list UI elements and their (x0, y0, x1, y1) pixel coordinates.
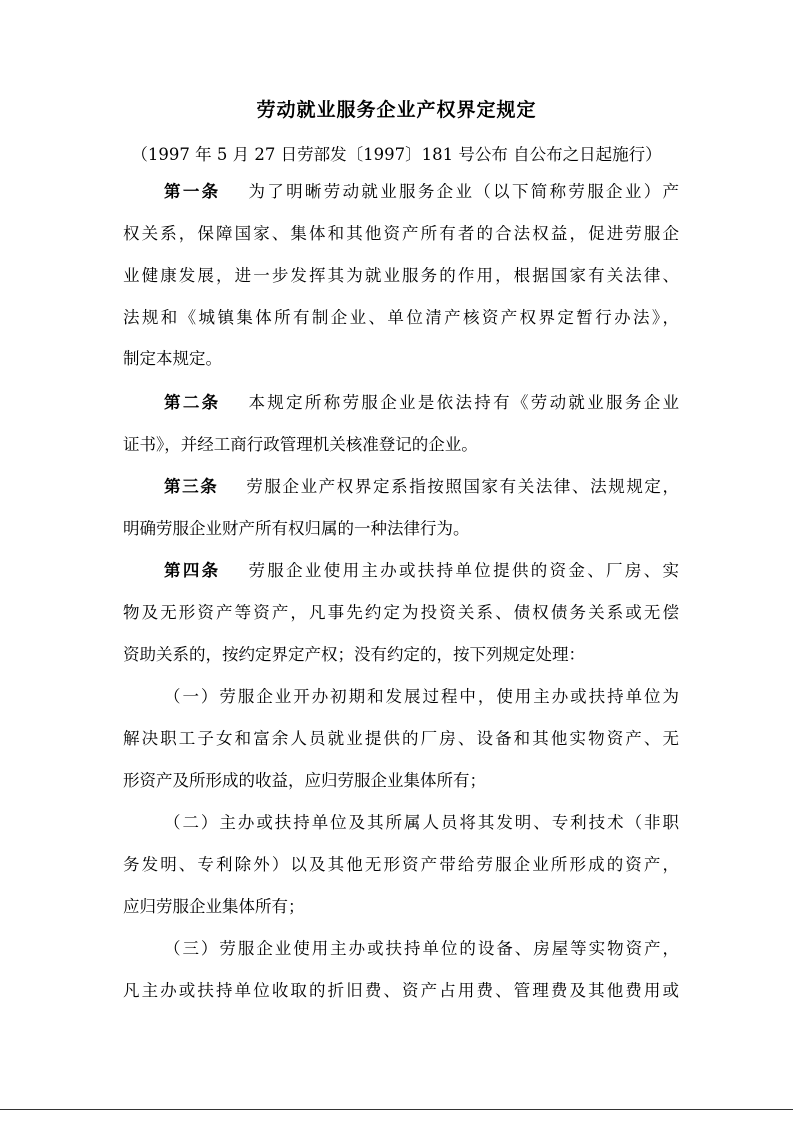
article-3-label: 第三条 (164, 477, 219, 496)
article-3-text: 劳服企业产权界定系指按照国家有关法律、法规规定， (246, 477, 680, 496)
article-2-line-1 (164, 391, 679, 415)
article-1-line-5: 制定本规定。 (123, 349, 222, 368)
article-3-line-1 (164, 475, 679, 499)
item-2-line-1: （二）主办或扶持单位及其所属人员将其发明、专利技术（非职 (164, 813, 679, 832)
article-4-text: 劳服企业使用主办或扶持单位提供的资金、厂房、实 (248, 561, 680, 580)
document-subtitle: （1997 年 5 月 27 日劳部发〔1997〕181 号公布 自公布之日起施行） (131, 145, 662, 164)
article-3-line-2: 明确劳服企业财产所有权归属的一种法律行为。 (123, 519, 470, 538)
item-1-line-2: 解决职工子女和富余人员就业提供的厂房、设备和其他实物资产、无 (123, 729, 679, 748)
article-1-text: 为了明晰劳动就业服务企业（以下简称劳服企业）产 (248, 182, 680, 201)
item-1-line-3: 形资产及所形成的收益，应归劳服企业集体所有； (123, 771, 486, 790)
article-4-line-3: 资助关系的，按约定界定产权；没有约定的，按下列规定处理： (123, 645, 585, 664)
article-1-line-3: 业健康发展，进一步发挥其为就业服务的作用，根据国家有关法律、 (123, 266, 679, 285)
item-3-line-1: （三）劳服企业使用主办或扶持单位的设备、房屋等实物资产， (164, 939, 679, 958)
article-4-line-1 (164, 559, 679, 583)
item-1-line-1: （一）劳服企业开办初期和发展过程中，使用主办或扶持单位为 (164, 687, 679, 706)
item-2-line-3: 应归劳服企业集体所有； (123, 897, 305, 916)
article-1-line-2: 权关系，保障国家、集体和其他资产所有者的合法权益，促进劳服企 (123, 224, 679, 243)
item-2-line-2: 务发明、专利除外）以及其他无形资产带给劳服企业所形成的资产， (123, 855, 679, 874)
article-4-label: 第四条 (164, 561, 221, 580)
document-title: 劳动就业服务企业产权界定规定 (256, 99, 537, 121)
article-1-line-4: 法规和《城镇集体所有制企业、单位清产核资产权界定暂行办法》， (123, 308, 679, 327)
article-2-text: 本规定所称劳服企业是依法持有《劳动就业服务企业 (248, 393, 680, 412)
article-1-label: 第一条 (164, 182, 221, 201)
footer-divider (0, 1109, 793, 1110)
article-1-line-1 (164, 180, 679, 204)
article-2-line-2: 证书》，并经工商行政管理机关核准登记的企业。 (123, 435, 478, 454)
item-3-line-2: 凡主办或扶持单位收取的折旧费、资产占用费、管理费及其他费用或 (123, 981, 679, 1000)
article-2-label: 第二条 (164, 393, 221, 412)
article-4-line-2: 物及无形资产等资产，凡事先约定为投资关系、债权债务关系或无偿 (123, 603, 679, 622)
